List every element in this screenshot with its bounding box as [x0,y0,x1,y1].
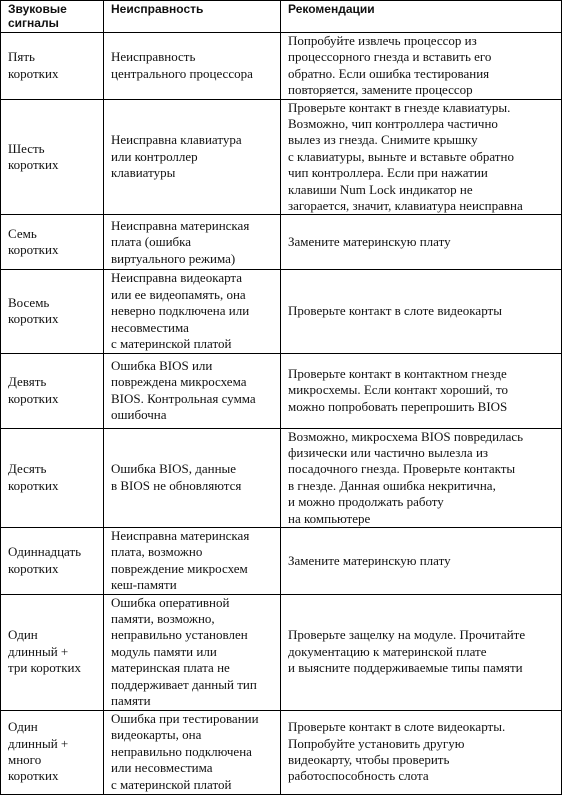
fault-cell-line: Неисправна материнская [111,217,250,233]
fault-cell [104,353,281,428]
recommendation-cell [281,428,562,527]
table-row [1,99,562,215]
signal-cell-line: Пять [8,49,35,65]
fault-cell-line: видеокарты, она [111,727,202,743]
signal-cell-line: коротких [8,768,59,784]
fault-cell [104,270,281,353]
recommendation-cell-line: Возможно, микросхема BIOS повредилась [288,428,524,444]
fault-cell-line: Неисправна материнская [111,527,250,543]
signal-cell-line: коротких [8,560,59,576]
signal-cell-line: Семь [8,226,37,242]
signal-cell [1,33,104,100]
signal-cell-line: коротких [8,311,59,327]
header-recommendations: Рекомендации [281,1,562,33]
signal-cell-line: коротких [8,65,59,81]
recommendation-cell-line: Возможно, чип контроллера частично [288,116,498,132]
header-row [1,1,562,33]
signal-cell-line: коротких [8,242,59,258]
signal-cell [1,215,104,270]
signal-cell-line: коротких [8,157,59,173]
table-row [1,215,562,270]
fault-cell-line: неверно подключена или [111,303,250,319]
signal-cell-line: Шесть [8,140,45,156]
recommendation-cell-line: посадочного гнезда. Проверьте контакты [288,461,516,477]
signal-cell [1,270,104,353]
fault-cell-line: с материнской платой [111,776,232,792]
fault-cell-line: с материнской платой [111,336,232,352]
recommendation-cell-line: микросхемы. Если контакт хороший, то [288,382,508,398]
fault-cell-line: Неисправна видеокарта [111,270,243,286]
signal-cell-line: три коротких [8,660,81,676]
recommendation-cell [281,33,562,100]
recommendation-cell-line: обратно. Если ошибка тестирования [288,65,490,81]
signal-cell-line: длинный + [8,735,69,751]
signal-cell-line: Один [8,719,38,735]
recommendation-cell-line: можно попробовать перепрошить BIOS [288,398,508,414]
header-signals: Звуковые сигналы [1,1,104,33]
fault-cell [104,215,281,270]
fault-cell-line: BIOS. Контрольная сумма [111,390,256,406]
signal-cell-line: Один [8,627,38,643]
fault-cell-line: Неисправна клавиатура [111,132,242,148]
recommendation-cell-line: и выясните поддерживаемые типы памяти [288,660,523,676]
recommendation-cell-line: загорается, значит, клавиатура неисправна [288,198,523,214]
fault-cell [104,99,281,215]
recommendation-cell-line: с клавиатуры, выньте и вставьте обратно [288,148,514,164]
fault-cell-line: неправильно подключена [111,743,252,759]
signal-cell-line: много [8,752,42,768]
fault-cell-line: повреждение микросхем [111,560,248,576]
fault-cell-line: центрального процессора [111,65,253,81]
fault-cell-line: Ошибка BIOS или [111,357,213,373]
recommendation-cell-line: Проверьте контакт в слоте видеокарты [288,303,502,319]
recommendation-cell-line: Проверьте контакт в контактном гнезде [288,365,507,381]
recommendation-cell [281,594,562,710]
fault-cell-line: памяти, возможно, [111,611,215,627]
fault-cell-line: несовместима [111,319,189,335]
signal-cell [1,710,104,794]
recommendation-cell [281,527,562,594]
recommendation-cell-line: на компьютере [288,510,371,526]
signal-cell-line: Одиннадцать [8,544,82,560]
fault-cell [104,710,281,794]
table-row [1,527,562,594]
signal-cell [1,99,104,215]
recommendation-cell-line: процессорного гнезда и вставить его [288,49,492,65]
fault-cell-line: плата (ошибка [111,234,192,250]
table-row [1,594,562,710]
fault-cell-line: или несовместима [111,760,213,776]
recommendation-cell-line: Проверьте контакт в гнезде клавиатуры. [288,99,511,115]
signal-cell-line: коротких [8,477,59,493]
signal-cell-line: Восемь [8,295,50,311]
recommendation-cell [281,710,562,794]
signal-cell-line: длинный + [8,643,69,659]
fault-cell-line: виртуального режима) [111,250,236,266]
fault-cell-line: модуль памяти или [111,643,217,659]
table-row [1,710,562,794]
recommendation-cell [281,215,562,270]
signal-cell [1,594,104,710]
fault-cell-line: неправильно установлен [111,627,248,643]
recommendation-cell-line: клавиши Num Lock индикатор не [288,181,473,197]
fault-cell-line: ошибочна [111,406,167,422]
signal-cell [1,353,104,428]
recommendation-cell-line: в гнезде. Данная ошибка некритична, [288,477,496,493]
header-fault: Неисправность [104,1,281,33]
signal-cell [1,527,104,594]
table-row [1,428,562,527]
fault-cell [104,527,281,594]
fault-cell-line: Ошибка при тестировании [111,711,259,727]
recommendation-cell-line: Проверьте контакт в слоте видеокарты. [288,719,506,735]
fault-cell [104,594,281,710]
fault-cell-line: клавиатуры [111,165,176,181]
recommendation-cell-line: и можно продолжать работу [288,494,444,510]
signal-cell [1,428,104,527]
recommendation-cell-line: повторяется, замените процессор [288,82,473,98]
fault-cell-line: Неисправность [111,49,196,65]
recommendation-cell-line: физически или частично вылезла из [288,444,489,460]
fault-cell-line: Ошибка BIOS, данные [111,461,237,477]
fault-cell-line: кеш-памяти [111,577,177,593]
recommendation-cell-line: Замените материнскую плату [288,234,451,250]
table-row [1,353,562,428]
recommendation-cell-line: Замените материнскую плату [288,552,451,568]
recommendation-cell-line: работоспособность слота [288,768,429,784]
fault-cell-line: или контроллер [111,148,198,164]
recommendation-cell-line: документацию к материнской плате [288,643,487,659]
recommendation-cell-line: вылез из гнезда. Снимите крышку [288,132,478,148]
recommendation-cell-line: Проверьте защелку на модуле. Прочитайте [288,627,526,643]
fault-cell-line: поддерживает данный тип [111,676,257,692]
recommendation-cell [281,270,562,353]
fault-cell-line: Ошибка оперативной [111,594,230,610]
table-body [1,33,562,795]
fault-cell-line: повреждена микросхема [111,374,247,390]
fault-cell-line: материнская плата не [111,660,230,676]
signal-cell-line: Десять [8,461,47,477]
recommendation-cell-line: видеокарту, чтобы проверить [288,752,450,768]
signal-cell-line: Девять [8,374,47,390]
recommendation-cell-line: Попробуйте извлечь процессор из [288,33,477,48]
table-row [1,33,562,100]
recommendation-cell [281,99,562,215]
recommendation-cell-line: Попробуйте установить другую [288,735,465,751]
table-row [1,270,562,353]
fault-cell [104,33,281,100]
fault-cell-line: плата, возможно [111,544,203,560]
fault-cell-line: памяти [111,693,151,709]
fault-cell [104,428,281,527]
recommendation-cell [281,353,562,428]
signal-cell-line: коротких [8,390,59,406]
recommendation-cell-line: чип контроллера. Если при нажатии [288,165,488,181]
fault-cell-line: в BIOS не обновляются [111,477,242,493]
fault-cell-line: или ее видеопамять, она [111,286,246,302]
